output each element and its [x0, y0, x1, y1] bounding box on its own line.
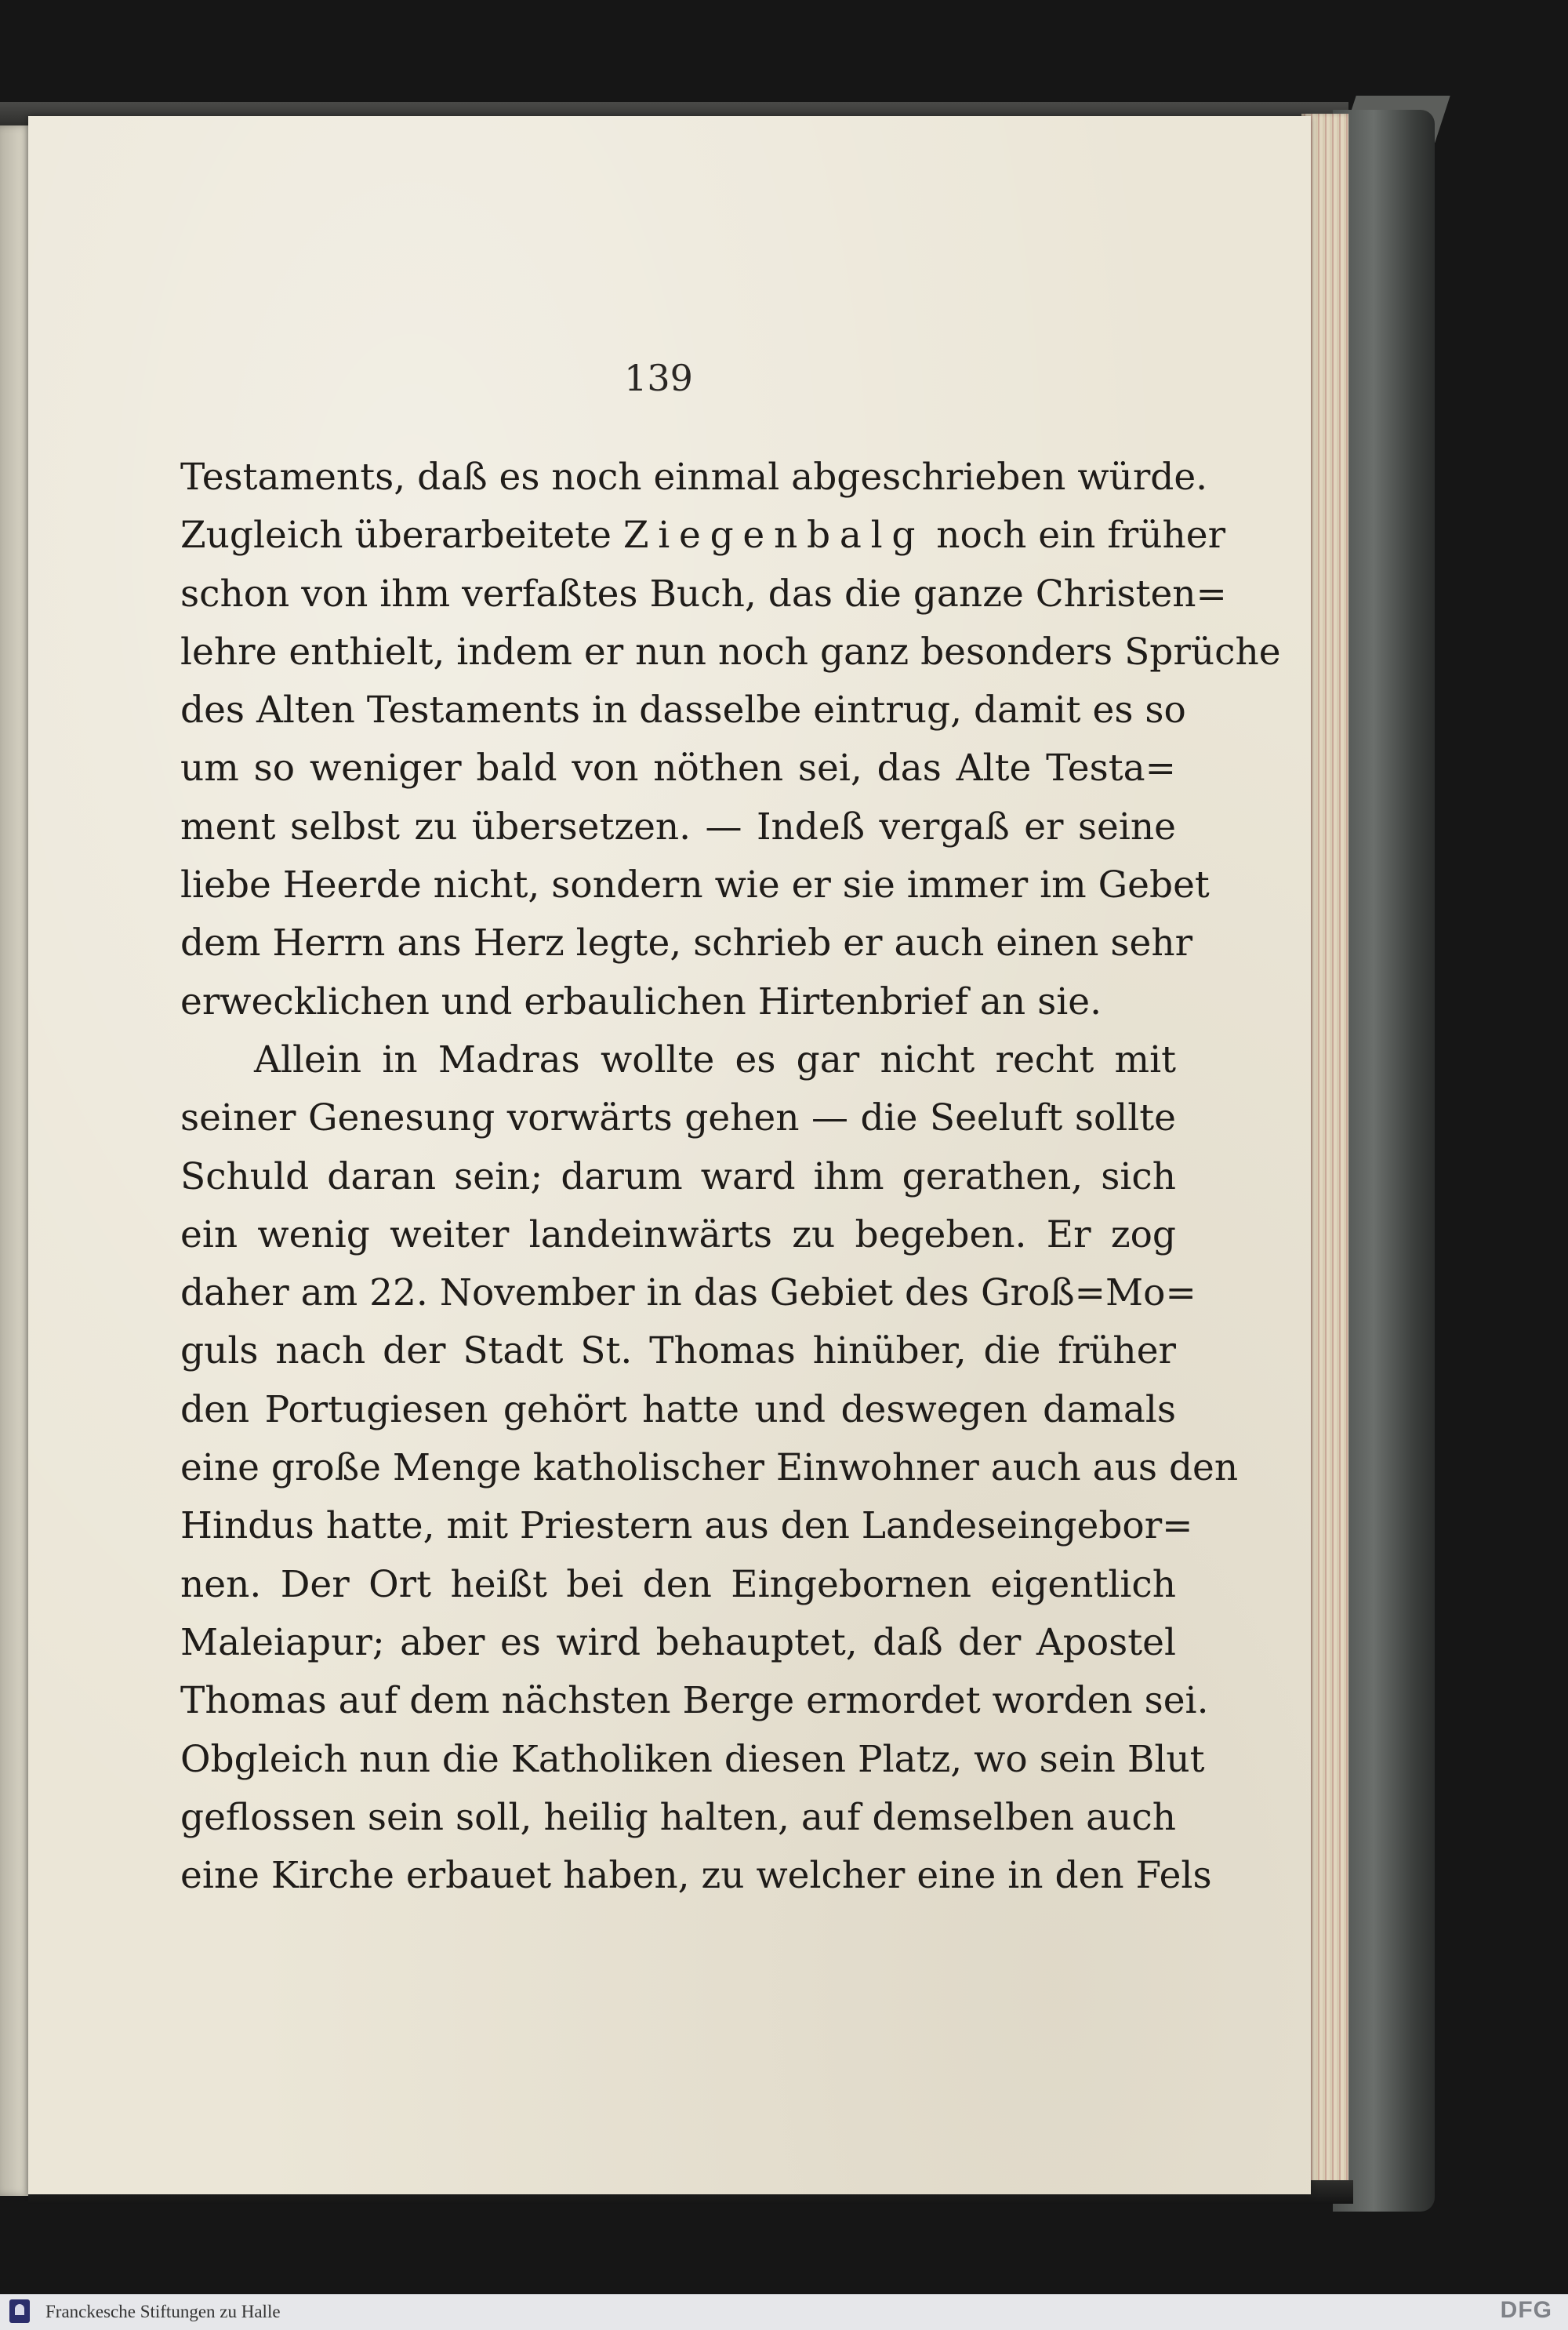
left-page-edge: [0, 125, 31, 2196]
text-line: ein wenig weiter landeinwärts zu begeben. Er zog: [180, 1212, 1176, 1256]
text-line: Thomas auf dem nächsten Berge ermordet worden sei.: [180, 1679, 1209, 1723]
text-line: daher am 22. November in das Gebiet des Groß=Mo=: [180, 1271, 1196, 1315]
text-line: schon von ihm verfaßtes Buch, das die ganze Christen=: [180, 572, 1227, 616]
text-line: Obgleich nun die Katholiken diesen Platz, wo sein Blut: [180, 1737, 1205, 1781]
text-line: den Portugiesen gehört hatte und deswegen damals: [180, 1387, 1176, 1431]
text-line: liebe Heerde nicht, sondern wie er sie immer im Gebet: [180, 863, 1210, 907]
text-line: lehre enthielt, indem er nun noch ganz besonders Sprüche: [180, 630, 1281, 674]
text-line: des Alten Testaments in dasselbe eintrug, damit es so: [180, 689, 1186, 732]
text-line: seiner Genesung vorwärts gehen — die Seeluft sollte: [180, 1096, 1176, 1140]
text-fragment: noch ein früher: [936, 514, 1226, 558]
library-seal-icon: [9, 2299, 30, 2323]
text-line: Hindus hatte, mit Priestern aus den Landeseingebor=: [180, 1504, 1193, 1548]
text-line: geflossen sein soll, heilig halten, auf demselben auch: [180, 1795, 1176, 1839]
text-line: Schuld daran sein; darum ward ihm gerathen, sich: [180, 1154, 1176, 1198]
text-line: um so weniger bald von nöthen sei, das Alte Testa=: [180, 747, 1176, 791]
text-line: Allein in Madras wollte es gar nicht recht mit: [254, 1038, 1176, 1081]
body-text: [180, 449, 1281, 1905]
text-line: Testaments, daß es noch einmal abgeschrieben würde.: [180, 456, 1208, 499]
text-fragment: Zugleich überarbeitete: [180, 514, 612, 558]
text-line: eine große Menge katholischer Einwohner auch aus den: [180, 1446, 1239, 1490]
page-number: 139: [624, 357, 693, 399]
text-line: erwecklichen und erbaulichen Hirtenbrief an sie.: [180, 980, 1102, 1023]
text-line: dem Herrn ans Herz legte, schrieb er auch einen sehr: [180, 921, 1193, 965]
name-spaced: Ziegenbalg: [622, 514, 925, 558]
text-line: Maleiapur; aber es wird behauptet, daß der Apostel: [180, 1620, 1176, 1664]
text-line: guls nach der Stadt St. Thomas hinüber, die früher: [180, 1329, 1176, 1373]
text-line: nen. Der Ort heißt bei den Eingebornen eigentlich: [180, 1562, 1176, 1606]
text-line: eine Kirche erbauet haben, zu welcher eine in den Fels: [180, 1854, 1212, 1898]
footer-institution: Franckesche Stiftungen zu Halle: [45, 2302, 281, 2321]
dfg-logo: DFG: [1500, 2297, 1552, 2323]
text-line: [180, 507, 1226, 565]
text-line: ment selbst zu übersetzen. — Indeß vergaß er seine: [180, 805, 1176, 849]
